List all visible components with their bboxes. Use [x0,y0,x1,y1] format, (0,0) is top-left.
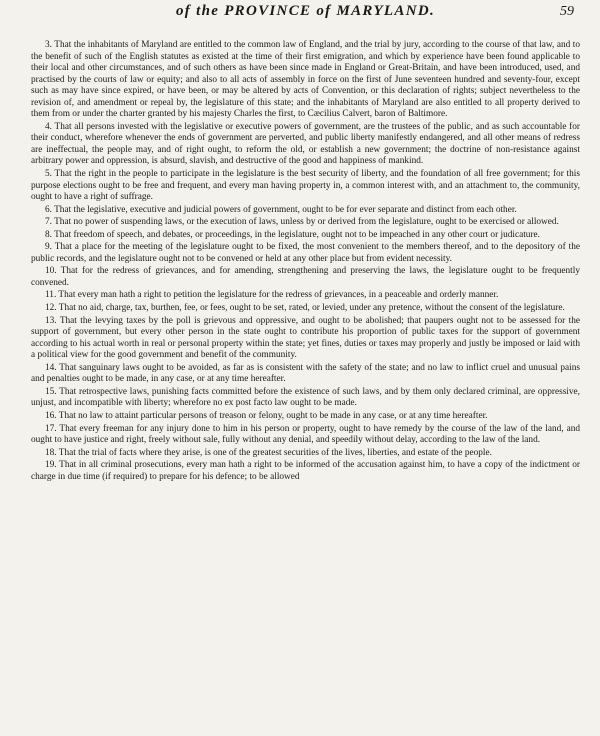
article-19: 19. That in all criminal prosecutions, every man hath a right to be informed of the accusation against him, to have a copy of the indictment or charge in due time (if required) to prepare for his defence; to be allowed [31,460,580,482]
running-title: of the PROVINCE of MARYLAND. [175,3,436,19]
article-12: 12. That no aid, charge, tax, burthen, fee, or fees, ought to be set, rated, or levied, under any pretence, without the consent of the legislature. [45,303,565,314]
article-10: 10. That for the redress of grievances, and for amending, strengthening and preserving the laws, the legislature ought to be frequently convened. [31,266,580,288]
article-9: 9. That a place for the meeting of the legislature ought to be fixed, the most convenient to the members thereof, and to the depository of the public records, and the legislature ought not to be convened or held at any other place but from evident necessity. [31,242,580,264]
article-16: 16. That no law to attaint particular persons of treason or felony, ought to be made in any case, or at any time hereafter. [45,410,488,421]
page-number: 59 [560,4,574,19]
article-14: 14. That sanguinary laws ought to be avoided, as far as is consistent with the safety of the state; and no law to inflict cruel and unusual pains and penalties ought to be made, in any case, or at any time hereafter. [31,362,580,385]
article-8: 8. That freedom of speech, and debates, or proceedings, in the legislature, ought not to be impeached in any other court or judicature. [45,229,540,240]
article-15: 15. That retrospective laws, punishing facts committed before the existence of such laws, and by them only declared criminal, are oppressive, unjust, and incompatible with liberty; wherefore no ex post facto law ought to be made. [31,386,580,409]
article-4: 4. That all persons invested with the legislative or executive powers of government, are the trustees of the public, and as such accountable for their conduct, wherefore whenever the ends of government are perverted, and public liberty manifestly endangered, and all other means of redress are ineffectual, the people may, and of right ought, to reform the old, or establish a new government; the doctrine of non-resistance against arbitrary power and oppression, is absurd, slavish, and destructive of the good and happiness of mankind. [31,121,580,167]
declaration-of-rights-text [31,40,580,483]
article-7: 7. That no power of suspending laws, or the execution of laws, unless by or derived from the legislature, ought to be exercised or allowed. [45,217,559,228]
article-6: 6. That the legislative, executive and judicial powers of government, ought to be for ever separate and distinct from each other. [45,204,517,215]
article-18: 18. That the trial of facts where they arise, is one of the greatest securities of the lives, liberties, and estate of the people. [45,447,492,458]
page-header [31,0,580,40]
article-3: 3. That the inhabitants of Maryland are entitled to the common law of England, and the trial by jury, according to the course of that law, and to the benefit of such of the English statutes as existed at the time of their first emigration, and which by experience have been found applicable to their local and other circumstances, and of such others as have been since made in England or Great-Britain, and have been introduced, used, and practised by the courts of law or equity; and also to all acts of assembly in force on the first of June seventeen hundred and seventy-four, except such as may have since expired, or have been, or may be altered by acts of Convention, or this declaration of rights; subject nevertheless to the revision of, and amendment or repeal by, the legislature of this state; and the inhabitants of Maryland are also entitled to all property derived to them from or under the charter granted by his majesty Charles the first, to Cæcilius Calvert, baron of Baltimore. [31,40,580,120]
article-11: 11. That every man hath a right to petition the legislature for the redress of grievances, in a peaceable and orderly manner. [45,290,499,301]
article-5: 5. That the right in the people to participate in the legislature is the best security of liberty, and the foundation of all free government; for this purpose elections ought to be free and frequent, and every man having property in, a common interest with, and an attachment to, the community, ought to have a right of suffrage. [31,169,580,203]
article-17: 17. That every freeman for any injury done to him in his person or property, ought to have remedy by the course of the law of the land, and ought to have justice and right, freely without sale, fully without any denial, and speedily without delay, according to the law of the land. [31,423,580,446]
article-13: 13. That the levying taxes by the poll is grievous and oppressive, and ought to be abolished; that paupers ought not to be assessed for the support of government, but every other person in the state ought to contribute his proportion of public taxes for the support of government according to his actual worth in real or personal property within the state; yet fines, duties or taxes may properly and justly be imposed or laid with a political view for the good government and benefit of the community. [31,315,580,361]
